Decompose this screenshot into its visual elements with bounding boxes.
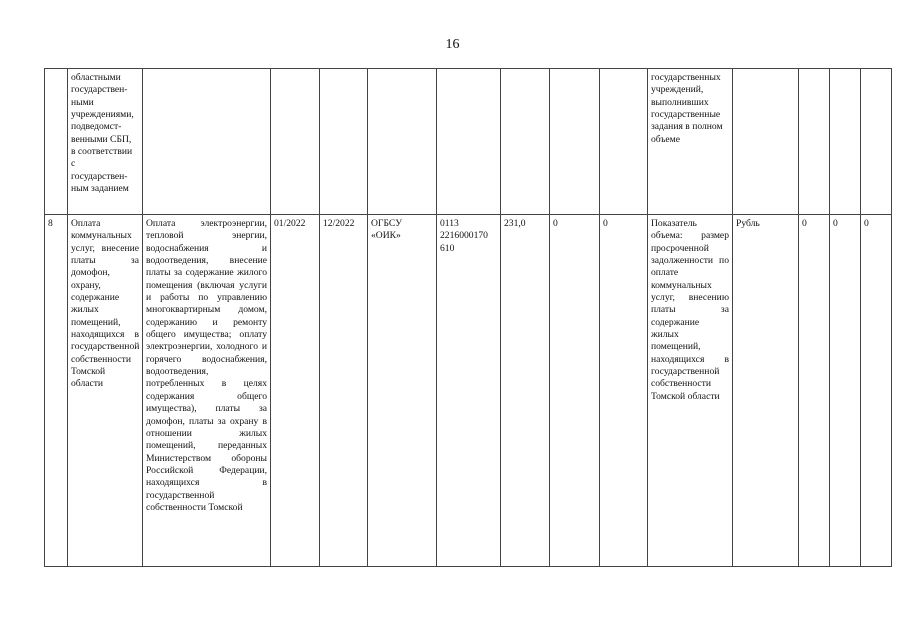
cell-end: 12/2022 [320, 215, 368, 567]
cell-num [45, 69, 68, 215]
cell-start [271, 69, 320, 215]
cell-val-3: 0 [861, 215, 892, 567]
cell-name: областными государствен- ными учреждениями, подведомст- венными СБП, в соответствии с государствен- ным заданием [68, 69, 143, 215]
table-row-8 [45, 215, 892, 567]
cell-amount-1: 231,0 [501, 215, 550, 567]
cell-val-1: 0 [799, 215, 830, 567]
cell-executor [368, 69, 437, 215]
cell-end [320, 69, 368, 215]
cell-indicator: государственных учреждений, выполнивших государственные задания в полном объеме [648, 69, 733, 215]
cell-val-3 [861, 69, 892, 215]
cell-val-2 [830, 69, 861, 215]
cell-amount-2 [550, 69, 600, 215]
cell-amount-3 [600, 69, 648, 215]
cell-name: Оплата коммунальных услуг, внесение платы за домофон, охрану, содержание жилых помещений, находящихся в государственной собственности Томской области [68, 215, 143, 567]
cell-description: Оплата электроэнергии, тепловой энергии, водоснабжения и водоотведения, внесение платы за содержание жилого помещения (включая услуги и работы по управлению многоквартирным домом, содержанию и ремонту общего имущества; оплату электроэнергии, холодного и горячего водоснабжения, водоотведения, потребленных в целях содержания общего имущества), платы за домофон, платы за охрану в отношении жилых помещений, переданных Министерством обороны Российской Федерации, находящихся в государственной собственности Томской [143, 215, 271, 567]
cell-unit: Рубль [733, 215, 799, 567]
cell-amount-2: 0 [550, 215, 600, 567]
table-row-continuation [45, 69, 892, 215]
cell-code [437, 69, 501, 215]
cell-amount-3: 0 [600, 215, 648, 567]
cell-amount-1 [501, 69, 550, 215]
cell-executor: ОГБСУ «ОИК» [368, 215, 437, 567]
cell-val-1 [799, 69, 830, 215]
cell-indicator: Показатель объема: размер просроченной задолженности по оплате коммунальных услуг, внесению платы за содержание жилых помещений, находящихся в государственной собственности Томской области [648, 215, 733, 567]
cell-val-2: 0 [830, 215, 861, 567]
cell-code: 0113 2216000170 610 [437, 215, 501, 567]
cell-start: 01/2022 [271, 215, 320, 567]
document-table [44, 68, 892, 567]
cell-unit [733, 69, 799, 215]
cell-description [143, 69, 271, 215]
cell-num: 8 [45, 215, 68, 567]
page-number: 16 [445, 37, 460, 52]
